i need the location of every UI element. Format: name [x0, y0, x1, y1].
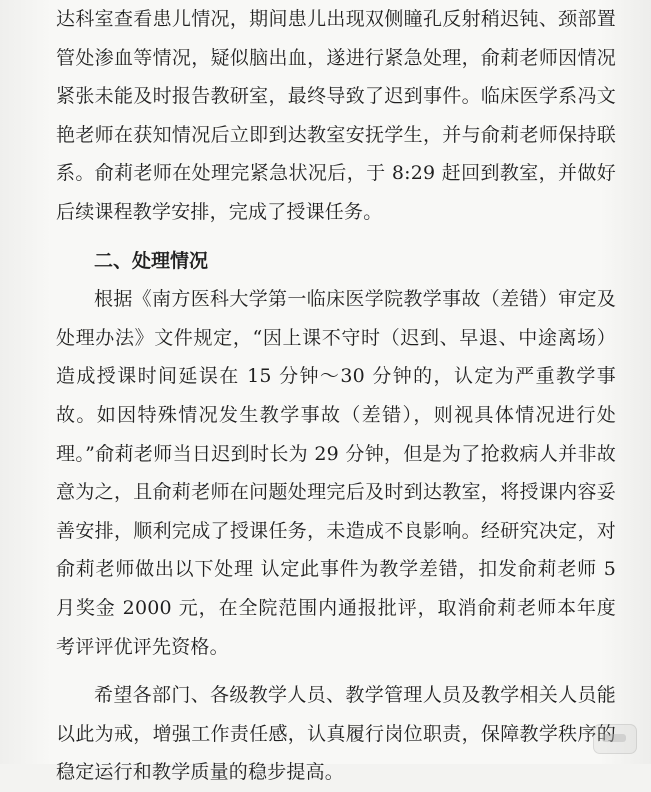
paragraph-closing-remarks: 希望各部门、各级教学人员、教学管理人员及教学相关人员能以此为戒，增强工作责任感，认真履行岗位职责，保障教学秩序的稳定运行和教学质量的稳步提高。 [56, 684, 616, 784]
paragraph-handling-decision: 根据《南方医科大学第一临床医学院教学事故（差错）审定及处理办法》文件规定，“因上课不守时（迟到、早退、中途离场）造成授课时间延误在 15 分钟～30 分钟的，认定为严重教学事故。如因特殊情况发生教学事故（差错），则视具体情况进行处理。”俞莉老师当日迟到时长为 29 分钟，但是为了抢救病人并非故意为之，且俞莉老师在问题处理完后及时到达教室，将授课内容妥善安排，顺利完成了授课任务，未造成不良影响。经研究决定，对俞莉老师做出以下处理 认定此事件为教学差错，扣发俞莉老师 5 月奖金 2000 元，在全院范围内通报批评，取消俞莉老师本年度考评评优评先资格。 [56, 288, 616, 658]
section-heading: 二、处理情况 [94, 249, 209, 272]
scroll-indicator-icon[interactable] [593, 724, 637, 754]
spacer [56, 232, 616, 242]
spacer [56, 666, 616, 676]
document-body [56, 0, 616, 792]
paragraph-incident-details: 达科室查看患儿情况，期间患儿出现双侧瞳孔反射稍迟钝、颈部置管处渗血等情况，疑似脑出血，遂进行紧急处理，俞莉老师因情况紧张未能及时报告教研室，最终导致了迟到事件。临床医学系冯文艳老师在获知情况后立即到达教室安抚学生，并与俞莉老师保持联系。俞莉老师在处理完紧急状况后，于 8:29 赶回到教室，并做好后续课程教学安排，完成了授课任务。 [56, 8, 616, 223]
